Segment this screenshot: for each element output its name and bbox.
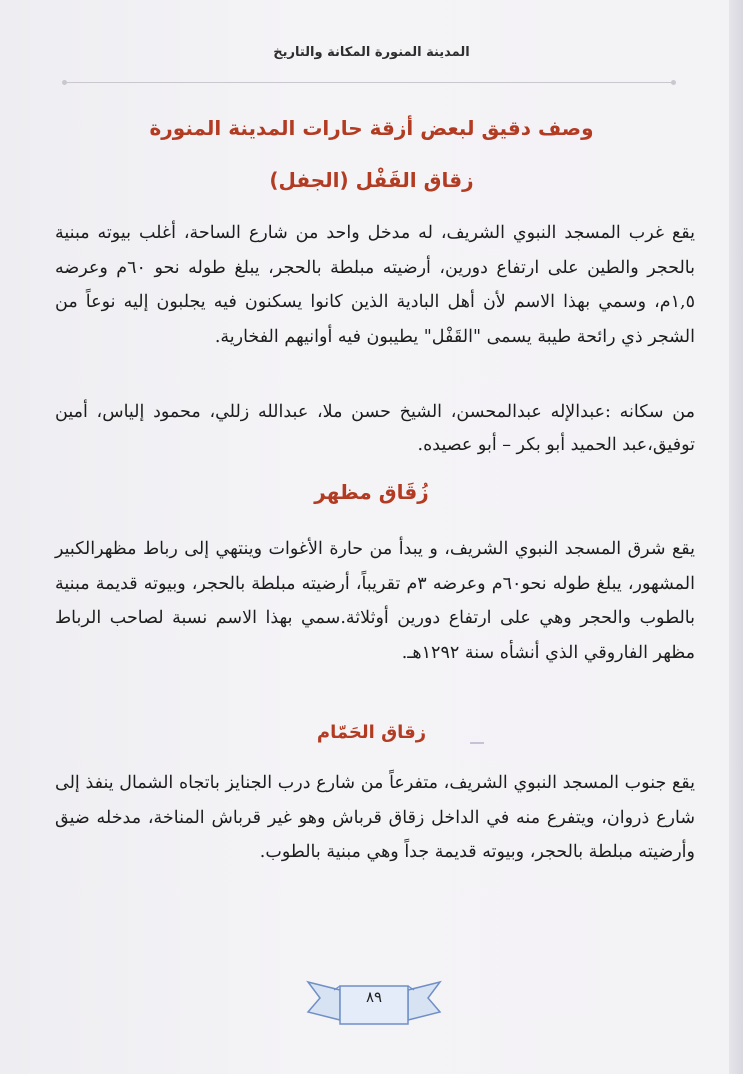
- section-heading-hammam: زقاق الحَمّام: [316, 722, 427, 743]
- section-heading-qafl: زقاق القَفْل (الجفل): [269, 168, 474, 192]
- chapter-heading: وصف دقيق لبعض أزقة حارات المدينة المنورة: [149, 116, 594, 140]
- paragraph-hammam-description: يقع جنوب المسجد النبوي الشريف، متفرعاً من شارع درب الجنايز باتجاه الشمال ينفذ إلى شارع ذروان، ويتفرع منه في الداخل زقاق قرباش وهو غير قرباش المناخة، مدخله ضيق وأرضيته مبلطة بالحجر، وبيوته قديمة جداً وهي مبنية بالطوب.: [55, 773, 695, 862]
- paragraph-mazhar-description: يقع شرق المسجد النبوي الشريف، و يبدأ من حارة الأغوات وينتهي إلى رباط مظهرالكبير المشهور، يبلغ طوله نحو٦٠م وعرضه ٣م تقريباً، أرضيته مبلطة بالحجر، وبيوته قديمة مبنية بالطوب والحجر وهي على ارتفاع دورين أوثلاثة.سمي بهذا الاسم نسبة لصاحب الرباط مظهر الفاروقي الذي أنشأه سنة ١٢٩٢هـ.: [55, 539, 695, 663]
- running-header: المدينة المنورة المكانة والتاريخ: [273, 45, 470, 60]
- section-heading-mazhar: زُقَاق مظهر: [314, 480, 429, 504]
- header-rule: [64, 82, 674, 83]
- page-edge: [729, 0, 743, 1074]
- page-number: ٨٩: [365, 988, 383, 1006]
- paragraph-qafl-residents: من سكانه :عبدالإله عبدالمحسن، الشيخ حسن ملا، عبدالله زللي، محمود إلياس، أمين توفيق،عبد الحميد أبو بكر – أبو عصيده.: [55, 402, 695, 455]
- paragraph-qafl-description: يقع غرب المسجد النبوي الشريف، له مدخل واحد من شارع الساحة، أغلب بيوته مبنية بالحجر والطين على ارتفاع دورين، أرضيته مبلطة بالحجر، يبلغ طوله نحو ٦٠م وعرضه ١,٥م، وسمي بهذا الاسم لأن أهل البادية الذين كانوا يسكنون فيه يجلبون إليه نوعاً من الشجر ذي رائحة طيبة يسمى "القَفْل" يطيبون فيه أوانيهم الفخارية.: [55, 223, 695, 347]
